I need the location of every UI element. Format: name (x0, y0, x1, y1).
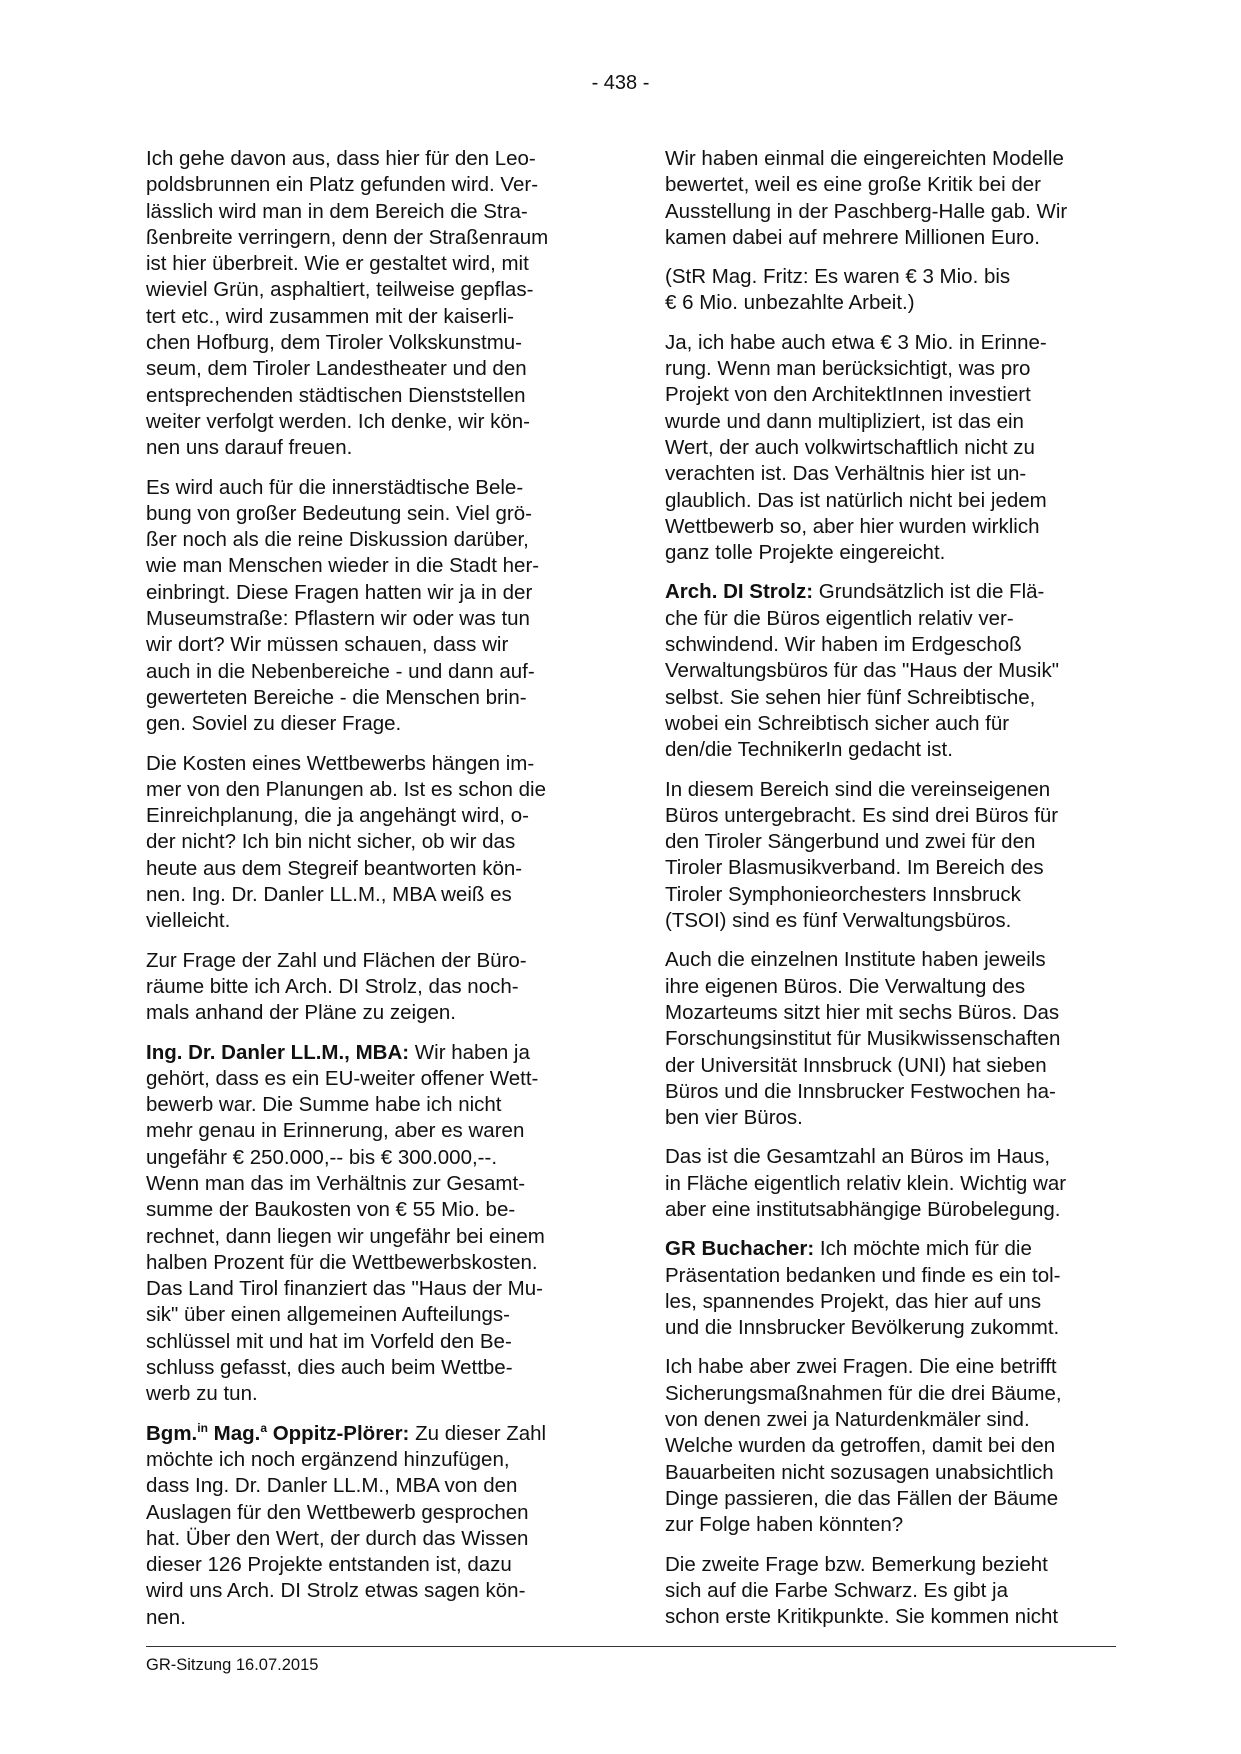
footer-divider (146, 1646, 1116, 1647)
left-column (146, 146, 596, 1644)
paragraph: In diesem Bereich sind die vereinseigenen Büros untergebracht. Es sind drei Büros für den Tiroler Sängerbund und zwei für den Tiroler Blasmusikverband. Im Bereich des Tiroler Symphonieorchesters Innsbruck (TSOI) sind es fünf Verwaltungsbüros. (665, 777, 1059, 933)
page-number: - 438 - (591, 72, 650, 94)
speaker-name: GR Buchacher: (665, 1237, 815, 1261)
paragraph: (StR Mag. Fritz: Es waren € 3 Mio. bis € 6 Mio. unbezahlte Arbeit.) (665, 265, 1011, 315)
paragraph: Wir haben einmal die eingereichten Modelle bewertet, weil es eine große Kritik bei der Ausstellung in der Paschberg-Halle gab. Wir kamen dabei auf mehrere Millionen Euro. (665, 147, 1068, 249)
paragraph: Die Kosten eines Wettbewerbs hängen im- mer von den Planungen ab. Ist es schon die Einreichplanung, die ja angehängt wird, o- der nicht? Ich bin nicht sicher, ob wir das heute aus dem Stegreif beantworten kön- nen. Ing. Dr. Danler LL.M., MBA weiß es vielleicht. (146, 751, 547, 933)
paragraph: Das ist die Gesamtzahl an Büros im Haus, in Fläche eigentlich relativ klein. Wichtig war aber eine institutsabhängige Bürobelegung. (665, 1145, 1067, 1221)
speaker-name (146, 1422, 409, 1445)
paragraph: Auch die einzelnen Institute haben jeweils ihre eigenen Büros. Die Verwaltung des Mozarteums sitzt hier mit sechs Büros. Das Forschungsinstitut für Musikwissenschaften der Universität Innsbruck (UNI) hat sieben Büros und die Innsbrucker Festwochen ha- ben vier Büros. (665, 948, 1061, 1130)
right-column (665, 146, 1115, 1643)
paragraph (665, 1236, 1115, 1341)
speaker-title: Bgm. (146, 1421, 198, 1445)
speaker-title-suffix: a (260, 1420, 268, 1435)
paragraph: Ich gehe davon aus, dass hier für den Leo- poldsbrunnen ein Platz gefunden wird. Ver- lässlich wird man in dem Bereich die Stra- ßenbreite verringern, denn der Straßenraum ist hier überbreit. Wie er gestaltet wird, mit wieviel Grün, asphaltiert, teilweise gepflas- tert etc., wird zusammen mit der kaiserli- chen Hofburg, dem Tiroler Volkskunstmu- seum, dem Tiroler Landestheater und den entsprechenden städtischen Dienststellen weiter verfolgt werden. Ich denke, wir kön- nen uns darauf freuen. (146, 147, 549, 460)
speech-text: Zu dieser Zahl möchte ich noch ergänzend hinzufügen, dass Ing. Dr. Danler LL.M., MBA von den Auslagen für den Wettbewerb gesprochen hat. Über den Wert, der durch das Wissen dieser 126 Projekte entstanden ist, dazu wird uns Arch. DI Strolz etwas sagen kön- nen. (146, 1421, 547, 1629)
paragraph: Die zweite Frage bzw. Bemerkung bezieht sich auf die Farbe Schwarz. Es gibt ja schon erste Kritikpunkte. Sie kommen nicht (665, 1552, 1059, 1629)
speaker-name: Arch. DI Strolz: (665, 580, 814, 604)
speaker-title-suffix: in (197, 1420, 208, 1435)
speech-text: Ich möchte mich für die Präsentation bedanken und finde es ein tol- les, spannendes Projekt, das hier auf uns und die Innsbrucker Bevölkerung zukommt. (665, 1237, 1061, 1340)
paragraph: Es wird auch für die innerstädtische Bele- bung von großer Bedeutung sein. Viel grö- ßer noch als die reine Diskussion darüber, wie man Menschen wieder in die Stadt her- einbringt. Diese Fragen hatten wir ja in der Museumstraße: Pflastern wir oder was tun wir dort? Wir müssen schauen, dass wir auch in die Nebenbereiche - und dann auf- gewerteten Bereiche - die Menschen brin- gen. Soviel zu dieser Frage. (146, 475, 540, 736)
paragraph (146, 1040, 596, 1408)
speaker-name: Ing. Dr. Danler LL.M., MBA: (146, 1040, 410, 1064)
speaker-surname: Oppitz-Plörer: (267, 1421, 410, 1445)
paragraph: Zur Frage der Zahl und Flächen der Büro- räume bitte ich Arch. DI Strolz, das noch- mals anhand der Pläne zu zeigen. (146, 948, 527, 1025)
speech-text: Grundsätzlich ist die Flä- che für die Büros eigentlich relativ ver- schwindend. Wir haben im Erdgeschoß Verwaltungsbüros für das "Haus der Musik" selbst. Sie sehen hier fünf Schreibtische, wobei ein Schreibtisch sicher auch für den/die TechnikerIn gedacht ist. (665, 580, 1059, 762)
paragraph: Ja, ich habe auch etwa € 3 Mio. in Erinne- rung. Wenn man berücksichtigt, was pro Projekt von den ArchitektInnen investiert wurde und dann multipliziert, ist das ein Wert, der auch volkwirtschaftlich nicht zu verachten ist. Das Verhältnis hier ist un- glaublich. Das ist natürlich nicht bei jedem Wettbewerb so, aber hier wurden wirklich ganz tolle Projekte eingereicht. (665, 330, 1047, 565)
paragraph (665, 579, 1115, 763)
paragraph: Ich habe aber zwei Fragen. Die eine betrifft Sicherungsmaßnahmen für die drei Bäume, von denen zwei ja Naturdenkmäler sind. Welche wurden da getroffen, damit bei den Bauarbeiten nicht sozusagen unabsichtlich Dinge passieren, die das Fällen der Bäume zur Folge haben könnten? (665, 1355, 1062, 1537)
speaker-title: Mag. (207, 1421, 261, 1445)
speech-text: Wir haben ja gehört, dass es ein EU-weiter offener Wett- bewerb war. Die Summe habe ich nicht mehr genau in Erinnerung, aber es waren ungefähr € 250.000,-- bis € 300.000,--. Wenn man das im Verhältnis zur Gesamt- summe der Baukosten von € 55 Mio. be- rechnet, dann liegen wir ungefähr bei einem halben Prozent für die Wettbewerbskosten. Das Land Tirol finanziert das "Haus der Mu- sik" über einen allgemeinen Aufteilungs- schlüssel mit und hat im Vorfeld den Be- schluss gefasst, dies auch beim Wettbe- werb zu tun. (146, 1040, 545, 1406)
paragraph (146, 1421, 596, 1631)
footer-session-date: GR-Sitzung 16.07.2015 (146, 1656, 319, 1674)
